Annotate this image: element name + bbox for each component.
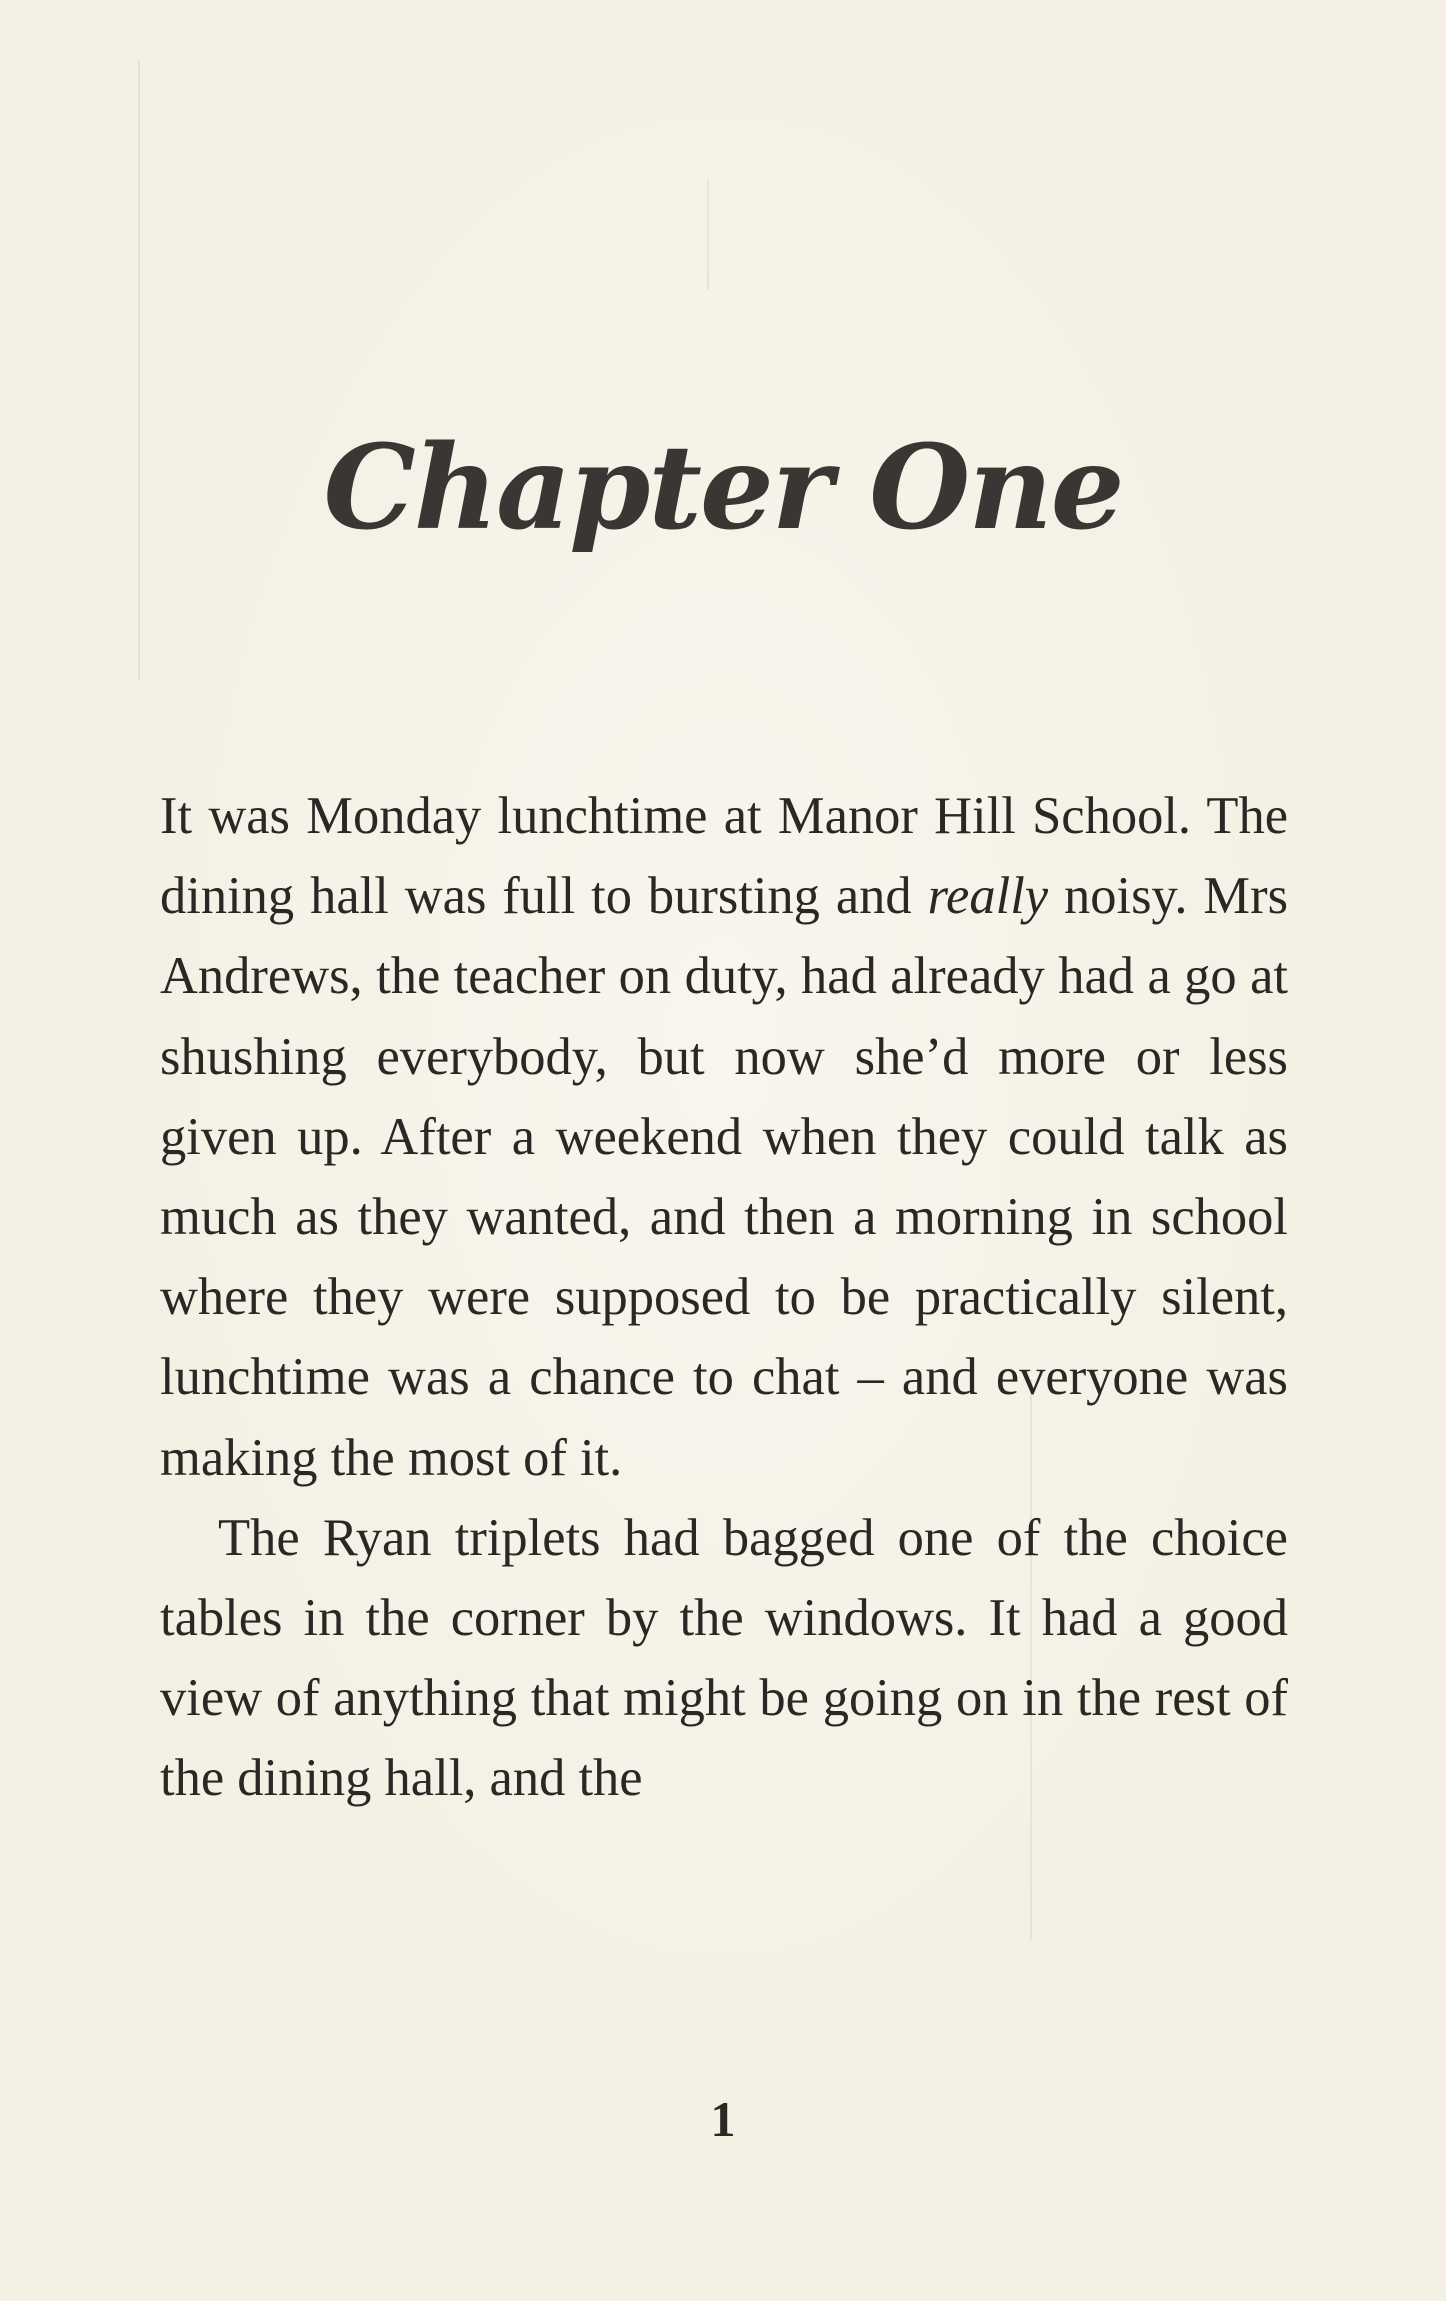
chapter-title: Chapter One [323, 420, 1123, 556]
body-text [160, 776, 1288, 1819]
paragraph-2: The Ryan triplets had bagged one of the choice tables in the corner by the windows. It had a good view of anything that might be going on in the rest of the dining hall, and the [160, 1508, 1288, 1808]
page-number: 1 [710, 2091, 736, 2147]
paragraph-1-emphasis: really [927, 867, 1049, 926]
paragraph-1-end: noisy. Mrs Andrews, the teacher on duty, had already had a go at shushing everybody, but now she’d more or less given up. After a weekend when they could talk as much as they wanted, and then a morning in school where they were supposed to be practically silent, lunchtime was a chance to chat – and everyone was making the most of it. [160, 867, 1288, 1487]
paragraph-1 [160, 776, 1288, 1498]
paragraph-1-start: It was Monday lunchtime at Manor Hill School. The dining hall was full to bursting and [160, 787, 1288, 926]
page-crease-left [138, 60, 140, 680]
page-crease-center [707, 180, 709, 290]
